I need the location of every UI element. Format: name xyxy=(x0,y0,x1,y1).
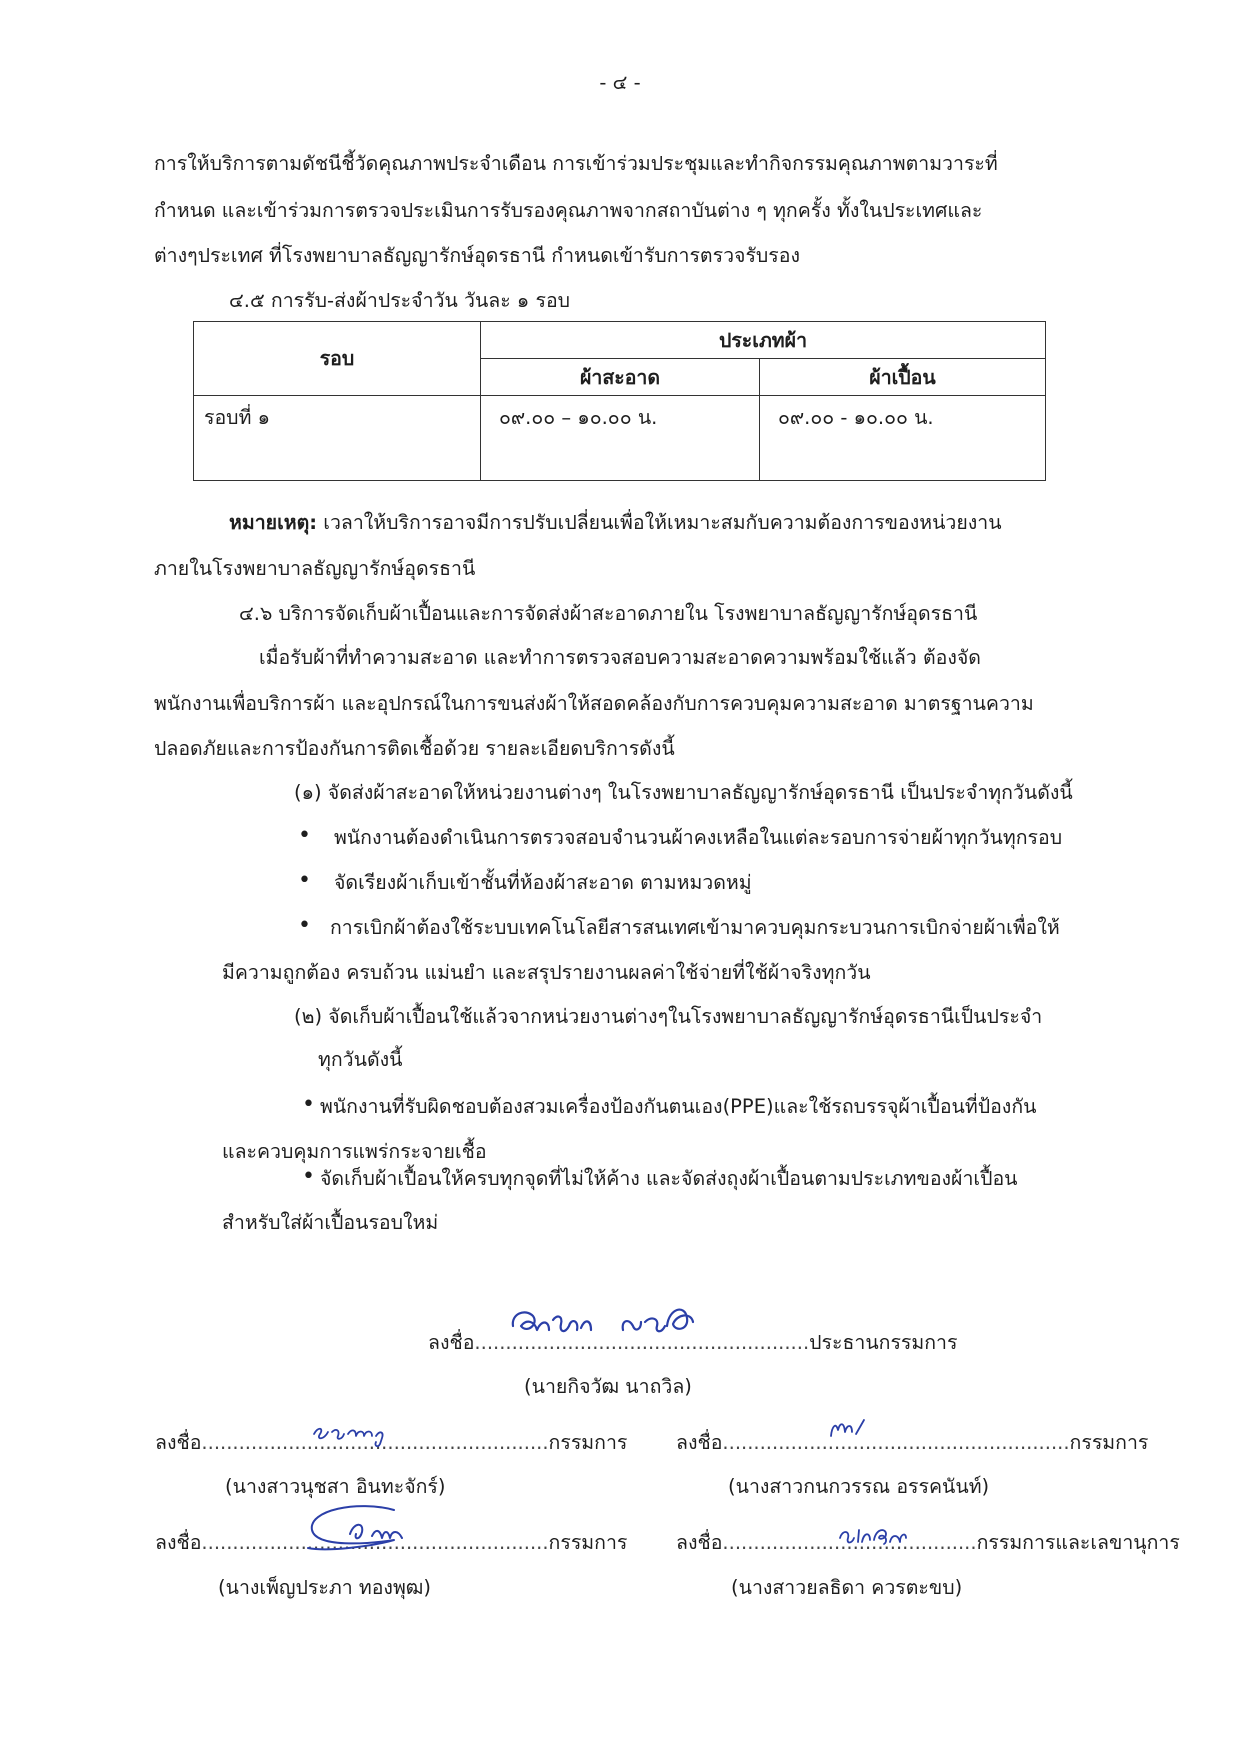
intro-line-2: กำหนด และเข้าร่วมการตรวจประเมินการรับรองคุณภาพจากสถาบันต่าง ๆ ทุกครั้ง ทั้งในประเทศและ xyxy=(154,199,983,222)
cell-clean-time: ๐๙.๐๐ – ๑๐.๐๐ น. xyxy=(481,396,760,481)
cell-round: รอบที่ ๑ xyxy=(194,396,481,481)
page-number: - ๔ - xyxy=(599,71,641,94)
laundry-schedule-table xyxy=(193,321,1046,481)
item-1-bullet-3-line-1: การเบิกผ้าต้องใช้ระบบเทคโนโลยีสารสนเทศเข้ามาควบคุมกระบวนการเบิกจ่ายผ้าเพื่อให้ xyxy=(330,916,1060,939)
member-2-handwritten-signature xyxy=(828,1416,868,1440)
item-2-bullet-1-line-1: พนักงานที่รับผิดชอบต้องสวมเครื่องป้องกันตนเอง(PPE)และใช้รถบรรจุผ้าเปื้อนที่ป้องกัน xyxy=(320,1095,1037,1118)
cell-dirty-time: ๐๙.๐๐ - ๑๐.๐๐ น. xyxy=(760,396,1046,481)
bullet-icon: • xyxy=(302,1092,315,1117)
section-4-5-heading: ๔.๕ การรับ-ส่งผ้าประจำวัน วันละ ๑ รอบ xyxy=(229,289,571,312)
member-3-handwritten-signature xyxy=(298,1500,428,1560)
chair-name: (นายกิจวัฒ นาถวิล) xyxy=(524,1375,692,1398)
bullet-icon: • xyxy=(302,1164,315,1189)
item-1-bullet-3-line-2: มีความถูกต้อง ครบถ้วน แม่นยำ และสรุปรายงานผลค่าใช้จ่ายที่ใช้ผ้าจริงทุกวัน xyxy=(222,961,871,984)
member-2-sign-line xyxy=(676,1431,1148,1454)
item-1: (๑) จัดส่งผ้าสะอาดให้หน่วยงานต่างๆ ในโรงพยาบาลธัญญารักษ์อุดรธานี เป็นประจำทุกวันดังนี้ xyxy=(294,781,1073,804)
intro-line-1: การให้บริการตามดัชนีชี้วัดคุณภาพประจำเดือน การเข้าร่วมประชุมและทำกิจกรรมคุณภาพตามวาระที่ xyxy=(154,152,998,175)
note-line-2: ภายในโรงพยาบาลธัญญารักษ์อุดรธานี xyxy=(154,557,476,580)
member-4-handwritten-signature xyxy=(836,1524,908,1548)
header-clean-linen: ผ้าสะอาด xyxy=(481,359,760,396)
member-1-name: (นางสาวนุชสา อินทะจักร์) xyxy=(225,1475,446,1498)
member-4-sign-line xyxy=(676,1531,1180,1554)
item-2-line-2: ทุกวันดังนี้ xyxy=(318,1048,403,1071)
member-2-name: (นางสาวกนกวรรณ อรรคนันท์) xyxy=(728,1475,990,1498)
section-4-6-para-line-3: ปลอดภัยและการป้องกันการติดเชื้อด้วย รายละเอียดบริการดังนี้ xyxy=(154,737,675,760)
member-1-handwritten-signature xyxy=(310,1420,420,1450)
chair-role: ประธานกรรมการ xyxy=(809,1331,958,1354)
member-3-role: กรรมการ xyxy=(548,1531,628,1554)
sign-prefix: ลงชื่อ xyxy=(155,1531,202,1554)
sign-dots: ........................................................ xyxy=(201,1431,549,1454)
item-2-line-1: (๒) จัดเก็บผ้าเปื้อนใช้แล้วจากหน่วยงานต่างๆในโรงพยาบาลธัญญารักษ์อุดรธานีเป็นประจำ xyxy=(294,1005,1043,1028)
section-4-6-heading: ๔.๖ บริการจัดเก็บผ้าเปื้อนและการจัดส่งผ้าสะอาดภายใน โรงพยาบาลธัญญารักษ์อุดรธานี xyxy=(239,602,978,625)
item-1-bullet-2: จัดเรียงผ้าเก็บเข้าชั้นที่ห้องผ้าสะอาด ตามหมวดหมู่ xyxy=(334,871,752,894)
sign-dots: ........................................................ xyxy=(201,1531,549,1554)
item-1-bullet-1: พนักงานต้องดำเนินการตรวจสอบจำนวนผ้าคงเหลือในแต่ละรอบการจ่ายผ้าทุกวันทุกรอบ xyxy=(334,826,1063,849)
bullet-icon: • xyxy=(298,823,311,848)
header-dirty-linen: ผ้าเปื้อน xyxy=(760,359,1046,396)
sign-dots: ........................................................ xyxy=(722,1431,1070,1454)
member-2-role: กรรมการ xyxy=(1069,1431,1149,1454)
section-4-6-para-line-1: เมื่อรับผ้าที่ทำความสะอาด และทำการตรวจสอบความสะอาดความพร้อมใช้แล้ว ต้องจัด xyxy=(259,646,981,669)
member-3-name: (นางเพ็ญประภา ทองพุฒ) xyxy=(218,1576,432,1599)
intro-line-3: ต่างๆประเทศ ที่โรงพยาบาลธัญญารักษ์อุดรธานี กำหนดเข้ารับการตรวจรับรอง xyxy=(154,244,801,267)
note-line-1 xyxy=(229,511,1002,534)
member-1-role: กรรมการ xyxy=(548,1431,628,1454)
note-label: หมายเหตุ: xyxy=(229,511,318,534)
member-4-role: กรรมการและเลขานุการ xyxy=(976,1531,1180,1554)
bullet-icon: • xyxy=(298,913,311,938)
sign-prefix: ลงชื่อ xyxy=(428,1331,475,1354)
sign-dots: ...................................................... xyxy=(474,1331,810,1354)
section-4-6-para-line-2: พนักงานเพื่อบริการผ้า และอุปกรณ์ในการขนส่งผ้าให้สอดคล้องกับการควบคุมความสะอาด มาตรฐานความ xyxy=(154,692,1034,715)
header-round: รอบ xyxy=(194,322,481,396)
table-row xyxy=(194,396,1046,481)
sign-dots: ......................................... xyxy=(722,1531,977,1554)
item-2-bullet-2-line-1: จัดเก็บผ้าเปื้อนให้ครบทุกจุดที่ไม่ให้ค้าง และจัดส่งถุงผ้าเปื้อนตามประเภทของผ้าเปื้อน xyxy=(320,1167,1018,1190)
item-2-bullet-1-line-2: และควบคุมการแพร่กระจายเชื้อ xyxy=(222,1140,487,1163)
item-2-bullet-2-line-2: สำหรับใส่ผ้าเปื้อนรอบใหม่ xyxy=(222,1211,439,1234)
member-4-name: (นางสาวยลธิดา ควรตะขบ) xyxy=(731,1576,963,1599)
chair-handwritten-signature xyxy=(505,1296,745,1346)
bullet-icon: • xyxy=(298,868,311,893)
header-linen-type: ประเภทผ้า xyxy=(481,322,1046,359)
sign-prefix: ลงชื่อ xyxy=(155,1431,202,1454)
note-text: เวลาให้บริการอาจมีการปรับเปลี่ยนเพื่อให้เหมาะสมกับความต้องการของหน่วยงาน xyxy=(317,511,1002,534)
sign-prefix: ลงชื่อ xyxy=(676,1431,723,1454)
sign-prefix: ลงชื่อ xyxy=(676,1531,723,1554)
